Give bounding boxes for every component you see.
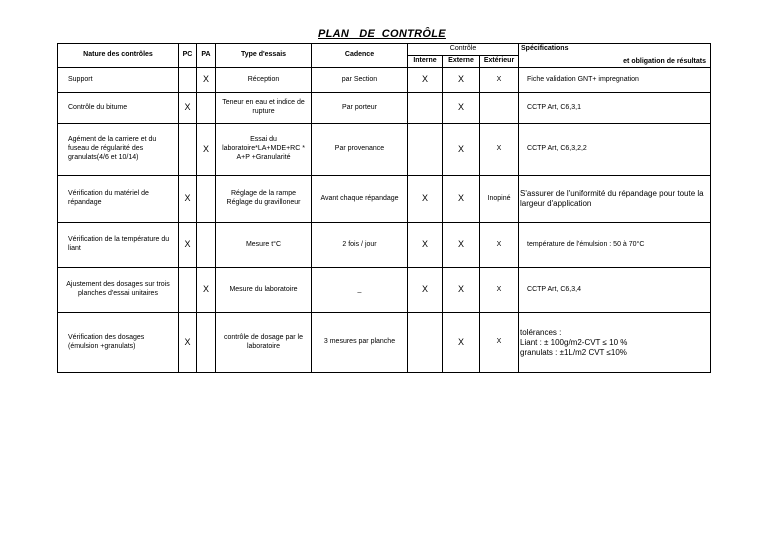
cell-externe: X	[443, 124, 480, 176]
table-row	[58, 93, 711, 124]
page-title: PLAN DE CONTRÔLE	[318, 28, 446, 40]
header-pa: PA	[197, 44, 216, 68]
cell-interne: X	[408, 176, 443, 223]
cell-exterieur	[480, 93, 519, 124]
cell-nature: Vérification de la température du liant	[58, 223, 179, 268]
cell-spec: CCTP Art, C6,3,1	[519, 93, 711, 124]
cell-pa: X	[197, 268, 216, 313]
cell-interne	[408, 124, 443, 176]
header-type: Type d'essais	[216, 44, 312, 68]
table-row	[58, 223, 711, 268]
header-row	[58, 44, 711, 56]
cell-spec	[519, 313, 711, 373]
table-row	[58, 268, 711, 313]
cell-cadence: par Section	[312, 68, 408, 93]
header-cadence: Cadence	[312, 44, 408, 68]
spec-line: tolérances :	[520, 327, 562, 337]
cell-exterieur: X	[480, 124, 519, 176]
spec-line: Liant : ± 100g/m2-CVT ≤ 10 %	[520, 337, 628, 347]
cell-pa	[197, 93, 216, 124]
header-controle: Contrôle	[408, 44, 519, 56]
cell-cadence: Par porteur	[312, 93, 408, 124]
cell-externe: X	[443, 268, 480, 313]
header-pc: PC	[179, 44, 197, 68]
header-externe: Externe	[443, 56, 480, 68]
cell-cadence: Par provenance	[312, 124, 408, 176]
cell-pa: X	[197, 68, 216, 93]
cell-pa	[197, 176, 216, 223]
table-row	[58, 68, 711, 93]
cell-nature: Ajustement des dosages sur trois planches d'essai unitaires	[58, 268, 179, 313]
cell-pc	[179, 124, 197, 176]
cell-type: Mesure du laboratoire	[216, 268, 312, 313]
cell-externe: X	[443, 68, 480, 93]
cell-spec: CCTP Art, C6,3,4	[519, 268, 711, 313]
cell-interne	[408, 93, 443, 124]
cell-interne	[408, 313, 443, 373]
cell-cadence: 2 fois / jour	[312, 223, 408, 268]
control-plan-table	[57, 43, 711, 373]
cell-cadence: 3 mesures par planche	[312, 313, 408, 373]
cell-pc: X	[179, 176, 197, 223]
spec-line: granulats : ±1L/m2 CVT ≤10%	[520, 347, 627, 357]
cell-interne: X	[408, 268, 443, 313]
cell-nature: Contrôle du bitume	[58, 93, 179, 124]
cell-pa: X	[197, 124, 216, 176]
cell-exterieur: Inopiné	[480, 176, 519, 223]
cell-externe: X	[443, 223, 480, 268]
cell-pc	[179, 68, 197, 93]
cell-type: Mesure t°C	[216, 223, 312, 268]
cell-nature: Vérification du matériel de répandage	[58, 176, 179, 223]
cell-nature: Vérification des dosages (émulsion +granulats)	[58, 313, 179, 373]
table-row	[58, 313, 711, 373]
cell-exterieur: X	[480, 223, 519, 268]
header-exterieur: Extérieur	[480, 56, 519, 68]
header-specs-line1: Spécifications	[521, 45, 569, 52]
cell-spec: température de l'émulsion : 50 à 70°C	[519, 223, 711, 268]
cell-pa	[197, 223, 216, 268]
cell-nature: Support	[58, 68, 179, 93]
cell-type: Essai du laboratoire*LA+MDE+RC * A+P +Granularité	[216, 124, 312, 176]
header-specs-line2: et obligation de résultats	[623, 57, 707, 65]
cell-type: Teneur en eau et indice de rupture	[216, 93, 312, 124]
cell-externe: X	[443, 176, 480, 223]
cell-type: Réglage de la rampe Réglage du gravilloneur	[216, 176, 312, 223]
cell-exterieur: X	[480, 313, 519, 373]
cell-cadence: Avant chaque répandage	[312, 176, 408, 223]
cell-type: Réception	[216, 68, 312, 93]
cell-pc	[179, 268, 197, 313]
cell-spec: Fiche validation GNT+ impregnation	[519, 68, 711, 93]
table-row	[58, 176, 711, 223]
cell-nature: Agément de la carriere et du fuseau de régularité des granulats(4/6 et 10/14)	[58, 124, 179, 176]
cell-exterieur: X	[480, 68, 519, 93]
table-row	[58, 124, 711, 176]
cell-type: contrôle de dosage par le laboratoire	[216, 313, 312, 373]
header-interne: Interne	[408, 56, 443, 68]
cell-externe: X	[443, 93, 480, 124]
cell-externe: X	[443, 313, 480, 373]
cell-spec: S'assurer de l'uniformité du répandage pour toute la largeur d'application	[519, 176, 711, 223]
cell-pc: X	[179, 93, 197, 124]
cell-pa	[197, 313, 216, 373]
cell-exterieur: X	[480, 268, 519, 313]
header-specifications	[519, 44, 711, 68]
cell-interne: X	[408, 68, 443, 93]
cell-interne: X	[408, 223, 443, 268]
cell-spec: CCTP Art, C6,3,2,2	[519, 124, 711, 176]
cell-cadence: _	[312, 268, 408, 313]
cell-pc: X	[179, 313, 197, 373]
cell-pc: X	[179, 223, 197, 268]
header-nature: Nature des contrôles	[58, 44, 179, 68]
